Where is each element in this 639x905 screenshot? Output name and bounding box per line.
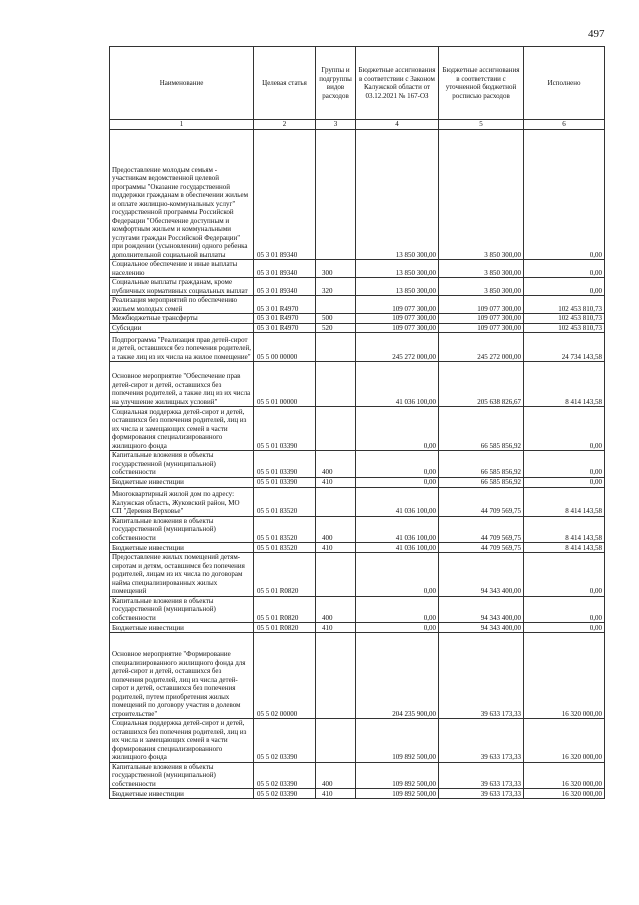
table-cell-target-article: 05 3 01 89340 — [254, 278, 316, 296]
table-cell-expense-group — [316, 487, 356, 516]
table-cell-target-article: 05 5 00 00000 — [254, 333, 316, 362]
table-cell-target-article: 05 3 01 R4970 — [254, 296, 316, 314]
table-cell-executed: 0,00 — [524, 596, 605, 623]
table-row — [110, 477, 605, 487]
table-cell-name: Многоквартирный жилой дом по адресу: Калужская область, Жуковский район, МО СП "Деревня Верховье" — [110, 487, 254, 516]
table-cell-law-allocation: 109 077 300,00 — [356, 314, 439, 324]
column-number: 4 — [356, 120, 439, 130]
table-row — [110, 623, 605, 633]
table-cell-name: Бюджетные инвестиции — [110, 623, 254, 633]
header-expense-groups: Группы и подгруппы видов расходов — [316, 47, 356, 120]
table-cell-refined-allocation: 44 709 569,75 — [439, 487, 524, 516]
column-number: 3 — [316, 120, 356, 130]
table-cell-executed: 8 414 143,58 — [524, 487, 605, 516]
table-row — [110, 323, 605, 333]
table-row — [110, 314, 605, 324]
table-cell-expense-group: 320 — [316, 278, 356, 296]
header-row — [110, 47, 605, 120]
table-row — [110, 516, 605, 543]
table-cell-target-article: 05 5 01 R0820 — [254, 623, 316, 633]
table-cell-target-article: 05 3 01 89340 — [254, 130, 316, 260]
table-cell-target-article: 05 5 01 R0820 — [254, 596, 316, 623]
budget-table — [109, 46, 605, 799]
table-cell-refined-allocation: 39 633 173,33 — [439, 789, 524, 799]
table-row — [110, 407, 605, 451]
table-cell-name: Социальное обеспечение и иные выплаты населению — [110, 260, 254, 278]
table-cell-refined-allocation: 245 272 000,00 — [439, 333, 524, 362]
table-cell-target-article: 05 5 02 03390 — [254, 762, 316, 789]
table-row — [110, 130, 605, 260]
table-cell-name: Основное мероприятие "Обеспечение прав детей-сирот и детей, оставшихся без попечения родителей, а также лиц из их числа на улучшение жилищных условий" — [110, 362, 254, 407]
table-cell-refined-allocation: 66 585 856,92 — [439, 477, 524, 487]
table-cell-refined-allocation: 109 077 300,00 — [439, 296, 524, 314]
table-cell-executed: 16 320 000,00 — [524, 719, 605, 763]
table-row — [110, 487, 605, 516]
table-cell-name: Основное мероприятие "Формирование специализированного жилищного фонда для детей-сирот и детей, оставшихся без попечения родителей, лиц из числа детей-сирот и детей, оставшихся без попечения родителей, путем приобретения жилых помещений по договору участия в долевом строительстве" — [110, 633, 254, 719]
table-cell-name: Бюджетные инвестиции — [110, 789, 254, 799]
table-cell-name: Субсидии — [110, 323, 254, 333]
table-cell-expense-group — [316, 333, 356, 362]
table-cell-law-allocation: 41 036 100,00 — [356, 543, 439, 553]
table-cell-expense-group: 400 — [316, 451, 356, 478]
table-cell-executed: 0,00 — [524, 451, 605, 478]
table-cell-target-article: 05 5 01 03390 — [254, 451, 316, 478]
table-cell-target-article: 05 5 02 00000 — [254, 633, 316, 719]
table-row — [110, 451, 605, 478]
table-cell-law-allocation: 0,00 — [356, 596, 439, 623]
table-cell-refined-allocation: 94 343 400,00 — [439, 623, 524, 633]
column-number: 6 — [524, 120, 605, 130]
table-cell-target-article: 05 3 01 89340 — [254, 260, 316, 278]
table-cell-refined-allocation: 3 850 300,00 — [439, 278, 524, 296]
table-cell-executed: 16 320 000,00 — [524, 789, 605, 799]
table-cell-law-allocation: 0,00 — [356, 451, 439, 478]
table-cell-executed: 102 453 810,73 — [524, 296, 605, 314]
table-cell-law-allocation: 41 036 100,00 — [356, 362, 439, 407]
table-cell-target-article: 05 5 01 R0820 — [254, 553, 316, 597]
table-cell-target-article: 05 3 01 R4970 — [254, 323, 316, 333]
table-cell-expense-group: 410 — [316, 623, 356, 633]
page-number: 497 — [588, 28, 605, 40]
table-cell-expense-group — [316, 407, 356, 451]
table-cell-expense-group — [316, 633, 356, 719]
table-cell-expense-group: 500 — [316, 314, 356, 324]
table-cell-law-allocation: 0,00 — [356, 553, 439, 597]
table-cell-expense-group — [316, 719, 356, 763]
table-cell-law-allocation: 0,00 — [356, 407, 439, 451]
table-cell-refined-allocation: 39 633 173,33 — [439, 762, 524, 789]
header-target-article: Целевая статья — [254, 47, 316, 120]
table-cell-executed: 0,00 — [524, 407, 605, 451]
table-cell-executed: 0,00 — [524, 278, 605, 296]
table-cell-executed: 0,00 — [524, 260, 605, 278]
table-cell-refined-allocation: 44 709 569,75 — [439, 543, 524, 553]
table-cell-expense-group: 300 — [316, 260, 356, 278]
header-name: Наименование — [110, 47, 254, 120]
table-row — [110, 762, 605, 789]
table-cell-target-article: 05 5 02 03390 — [254, 789, 316, 799]
table-cell-expense-group — [316, 553, 356, 597]
table-cell-target-article: 05 5 01 03390 — [254, 407, 316, 451]
table-row — [110, 789, 605, 799]
table-cell-executed: 0,00 — [524, 623, 605, 633]
table-cell-name: Социальная поддержка детей-сирот и детей, оставшихся без попечения родителей, лиц из их числа и замещающих семей в части формирования специализированного жилищного фонда — [110, 407, 254, 451]
table-cell-law-allocation: 13 850 300,00 — [356, 278, 439, 296]
table-cell-name: Социальная поддержка детей-сирот и детей, оставшихся без попечения родителей, лиц из их числа и замещающих семей в части формирования специализированного жилищного фонда — [110, 719, 254, 763]
table-cell-refined-allocation: 44 709 569,75 — [439, 516, 524, 543]
table-cell-name: Предоставление молодым семьям - участникам ведомственной целевой программы "Оказание государственной поддержки гражданам в обеспечении жильем и оплате жилищно-коммунальных услуг" государственной программы Российской Федерации "Обеспечение доступным и комфортным жильем и коммунальными услугами граждан Российской Федерации" при рождении (усыновлении) одного ребенка дополнительной социальной выплаты — [110, 130, 254, 260]
table-cell-name: Бюджетные инвестиции — [110, 477, 254, 487]
header-refined-allocations: Бюджетные ассигнования в соответствии с уточненной бюджетной росписью расходов — [439, 47, 524, 120]
table-cell-law-allocation: 0,00 — [356, 477, 439, 487]
table-cell-executed: 16 320 000,00 — [524, 633, 605, 719]
table-cell-law-allocation: 109 892 500,00 — [356, 719, 439, 763]
table-cell-executed: 8 414 143,58 — [524, 362, 605, 407]
table-cell-law-allocation: 245 272 000,00 — [356, 333, 439, 362]
table-cell-target-article: 05 5 01 83520 — [254, 487, 316, 516]
table-cell-executed: 8 414 143,58 — [524, 543, 605, 553]
table-row — [110, 596, 605, 623]
table-cell-expense-group: 410 — [316, 543, 356, 553]
table-cell-executed: 102 453 810,73 — [524, 323, 605, 333]
table-cell-executed: 0,00 — [524, 130, 605, 260]
table-cell-refined-allocation: 3 850 300,00 — [439, 260, 524, 278]
table-row — [110, 296, 605, 314]
table-cell-executed: 24 734 143,58 — [524, 333, 605, 362]
table-row — [110, 553, 605, 597]
table-cell-target-article: 05 5 02 03390 — [254, 719, 316, 763]
table-cell-law-allocation: 41 036 100,00 — [356, 487, 439, 516]
table-cell-name: Бюджетные инвестиции — [110, 543, 254, 553]
table-cell-law-allocation: 41 036 100,00 — [356, 516, 439, 543]
table-cell-refined-allocation: 3 850 300,00 — [439, 130, 524, 260]
table-cell-refined-allocation: 109 077 300,00 — [439, 323, 524, 333]
table-cell-name: Капитальные вложения в объекты государственной (муниципальной) собственности — [110, 451, 254, 478]
table-cell-executed: 0,00 — [524, 477, 605, 487]
column-number: 1 — [110, 120, 254, 130]
header-law-allocations: Бюджетные ассигнования в соответствии с Законом Калужской области от 03.12.2021 № 167-ОЗ — [356, 47, 439, 120]
table-cell-executed: 0,00 — [524, 553, 605, 597]
table-cell-expense-group: 400 — [316, 596, 356, 623]
table-cell-expense-group: 410 — [316, 477, 356, 487]
table-row — [110, 333, 605, 362]
table-cell-refined-allocation: 39 633 173,33 — [439, 633, 524, 719]
table-cell-refined-allocation: 66 585 856,92 — [439, 451, 524, 478]
table-cell-name: Реализация мероприятий по обеспечению жильем молодых семей — [110, 296, 254, 314]
table-cell-name: Капитальные вложения в объекты государственной (муниципальной) собственности — [110, 516, 254, 543]
table-cell-expense-group — [316, 362, 356, 407]
table-cell-law-allocation: 109 892 500,00 — [356, 762, 439, 789]
table-body — [110, 130, 605, 799]
table-cell-refined-allocation: 94 343 400,00 — [439, 553, 524, 597]
table-cell-law-allocation: 109 077 300,00 — [356, 323, 439, 333]
table-cell-law-allocation: 13 850 300,00 — [356, 260, 439, 278]
table-row — [110, 719, 605, 763]
table-cell-name: Капитальные вложения в объекты государственной (муниципальной) собственности — [110, 762, 254, 789]
table-cell-target-article: 05 3 01 R4970 — [254, 314, 316, 324]
table-cell-expense-group — [316, 296, 356, 314]
table-cell-refined-allocation: 39 633 173,33 — [439, 719, 524, 763]
table-cell-target-article: 05 5 01 83520 — [254, 516, 316, 543]
table-cell-name: Предоставление жилых помещений детям-сиротам и детям, оставшимся без попечения родителей, лицам из их числа по договорам найма специализированных жилых помещений — [110, 553, 254, 597]
table-row — [110, 278, 605, 296]
column-number-row — [110, 120, 605, 130]
table-cell-law-allocation: 109 077 300,00 — [356, 296, 439, 314]
table-cell-name: Подпрограмма "Реализация прав детей-сирот и детей, оставшихся без попечения родителей, а также лиц из их числа на жилое помещение" — [110, 333, 254, 362]
table-cell-name: Социальные выплаты гражданам, кроме публичных нормативных социальных выплат — [110, 278, 254, 296]
table-cell-law-allocation: 109 892 500,00 — [356, 789, 439, 799]
table-row — [110, 633, 605, 719]
table-row — [110, 543, 605, 553]
table-cell-target-article: 05 5 01 00000 — [254, 362, 316, 407]
table-cell-refined-allocation: 94 343 400,00 — [439, 596, 524, 623]
table-cell-expense-group: 400 — [316, 516, 356, 543]
table-row — [110, 260, 605, 278]
table-cell-target-article: 05 5 01 83520 — [254, 543, 316, 553]
table-row — [110, 362, 605, 407]
table-cell-name: Капитальные вложения в объекты государственной (муниципальной) собственности — [110, 596, 254, 623]
table-cell-law-allocation: 13 850 300,00 — [356, 130, 439, 260]
column-number: 5 — [439, 120, 524, 130]
table-cell-refined-allocation: 66 585 856,92 — [439, 407, 524, 451]
table-cell-expense-group: 520 — [316, 323, 356, 333]
table-cell-executed: 102 453 810,73 — [524, 314, 605, 324]
table-cell-refined-allocation: 109 077 300,00 — [439, 314, 524, 324]
header-executed: Исполнено — [524, 47, 605, 120]
table-cell-executed: 8 414 143,58 — [524, 516, 605, 543]
table-cell-executed: 16 320 000,00 — [524, 762, 605, 789]
table-cell-expense-group — [316, 130, 356, 260]
table-cell-refined-allocation: 205 638 826,67 — [439, 362, 524, 407]
table-cell-expense-group: 400 — [316, 762, 356, 789]
table-cell-law-allocation: 0,00 — [356, 623, 439, 633]
table-cell-target-article: 05 5 01 03390 — [254, 477, 316, 487]
column-number: 2 — [254, 120, 316, 130]
table-cell-expense-group: 410 — [316, 789, 356, 799]
table-cell-name: Межбюджетные трансферты — [110, 314, 254, 324]
table-cell-law-allocation: 204 235 900,00 — [356, 633, 439, 719]
